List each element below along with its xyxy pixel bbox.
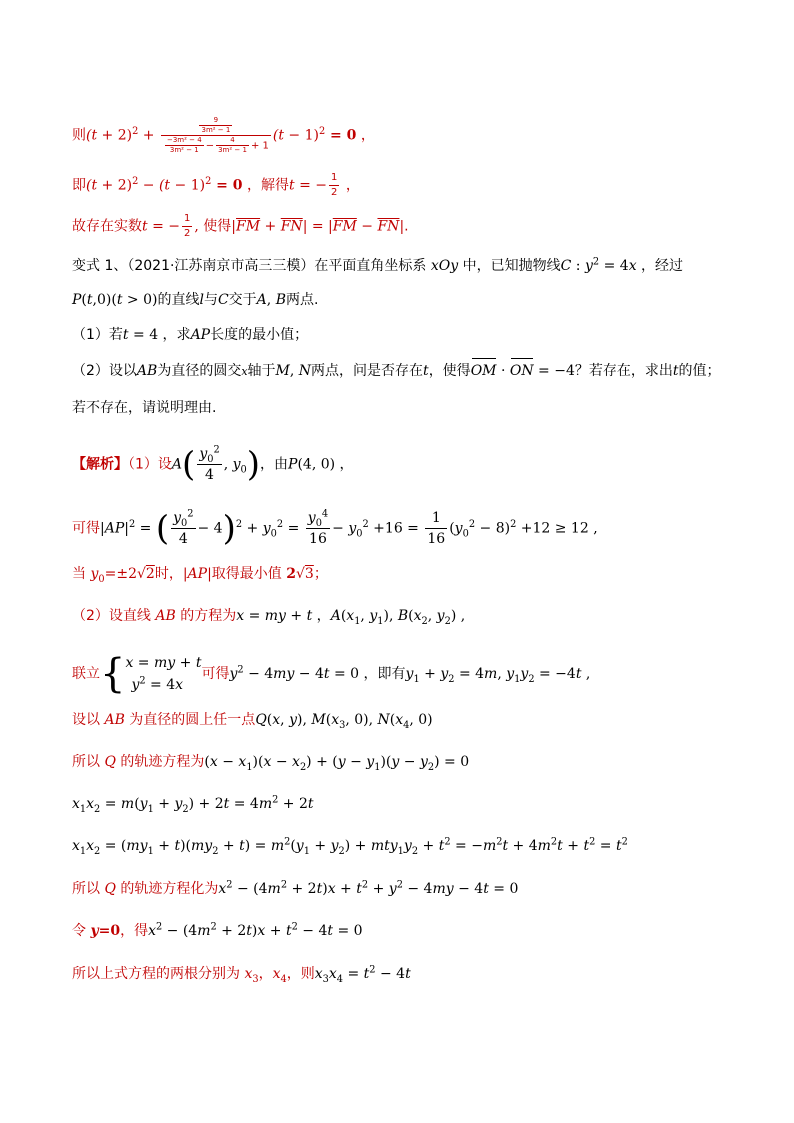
problem-statement-line-1: 变式 1、（2021·江苏南京市高三三模）在平面直角坐标系 xOy 中，已知抛物线C : $y^2 = 4x$ ，经过 — [72, 256, 684, 274]
minimum-value-statement: 当 $y_0=\pm 2√2$时，|AP|取得最小值 2√3； — [72, 566, 328, 585]
circle-point-setup: 设以 AB 为直径的圆上任一点Q(x, y), $M(x_3$, 0), $N(x_4$, 0) — [72, 712, 433, 731]
question-1: （1）若t = 4 ，求AP长度的最小值； — [72, 327, 309, 343]
locus-equation: 所以 Q 的轨迹方程为$(x - x_1)(x - x_2) + (y - y_1)(y - y_2) = 0$ — [72, 754, 470, 773]
question-2-continued: 若不存在，请说明理由. — [72, 400, 217, 416]
x-product-equation: $x_1x_2 = (my_1 + t)(my_2 + t) = m^2(y_1 + y_2) + mty_1y_2 + t^2 = -m^2t + 4m^2t + t^2 = t^2$ — [72, 836, 628, 857]
big-fraction: $\frac{9}{\text{3m² − 1}}$ $\frac{\text{−3m² − 4}}{\text{3m² − 1}}$ − $\frac{4}{\text{3m² − 1}}$ + 1 — [161, 116, 271, 155]
x-sum-equation: $x_1x_2 = m(y_1 + y_2) + 2t = 4m^2 + 2t$ — [72, 794, 314, 815]
locus-simplified: 所以 Q 的轨迹方程化为$x^2 - (4m^2 + 2t)x + t^2 + y^2 - 4my - 4t = 0$ — [72, 879, 519, 897]
solution-label: 【解析】 — [72, 456, 128, 473]
system-of-equations: 联立{ x = my + t $y^2 = 4x$ 可得$y^2 - 4my - 4t = 0$ ，即有$y_1 + y_2 = 4m$, $y_1y_2 = -4t$ , — [72, 651, 591, 697]
roots-statement: 所以上式方程的两根分别为 $x_3$，$x_4$，则$x_3x_4 = t^2 - 4t$ — [72, 964, 411, 985]
question-2: （2）设以AB为直径的圆交x轴于M, N两点，问是否存在t，使得OM · ON = −4？若存在，求出t的值； — [72, 363, 721, 379]
equation-line-1: 则$(t + 2)^2$ + $\frac{9}{\text{3m² − 1}}$ $\frac{\text{−3m² − 4}}{\text{3m² − 1}}$ − $\frac{4}{\text{3m² − 1}}$ + 1 $(t - 1)^2 = 0$ ， — [72, 116, 375, 154]
equation-line-2: 即$(t + 2)^2 - (t - 1)^2 = 0$ ，解得t = − $\frac{1}{2}$ ， — [72, 172, 360, 198]
equation-line-3: 故存在实数t = − $\frac{1}{2}$ , 使得$|\overline{FM} + \overline{FN}| = |\overline{FM} - \overline{FN}|$. — [72, 213, 409, 239]
solution-intro: 【解析】（1）设A( $\frac{y_0^2}{4}$ , $y_0$)，由P(4, 0) ， — [72, 444, 354, 485]
set-y-zero: 令 y=0，得$x^2 - (4m^2 + 2t)x + t^2 - 4t = 0$ — [72, 921, 363, 939]
line-ab-equation: （2）设直线 AB 的方程为x = my + t ，$A(x_1$, $y_1$), $B(x_2$, $y_2$) , — [72, 608, 466, 627]
problem-statement-line-2: P(t,0)(t > 0)的直线l与C交于A, B两点. — [72, 292, 319, 308]
ap-length-equation: 可得$|AP|^2$ = ( $\frac{y_0^2}{4}$ − $4)^2 + y_0^2$ = $\frac{y_0^4}{16}$ − $y_0^2 +16$ = $\frac{1}{16}$ $(y_0^2 - 8)^2 +12 \ge 12$ , — [72, 508, 598, 549]
